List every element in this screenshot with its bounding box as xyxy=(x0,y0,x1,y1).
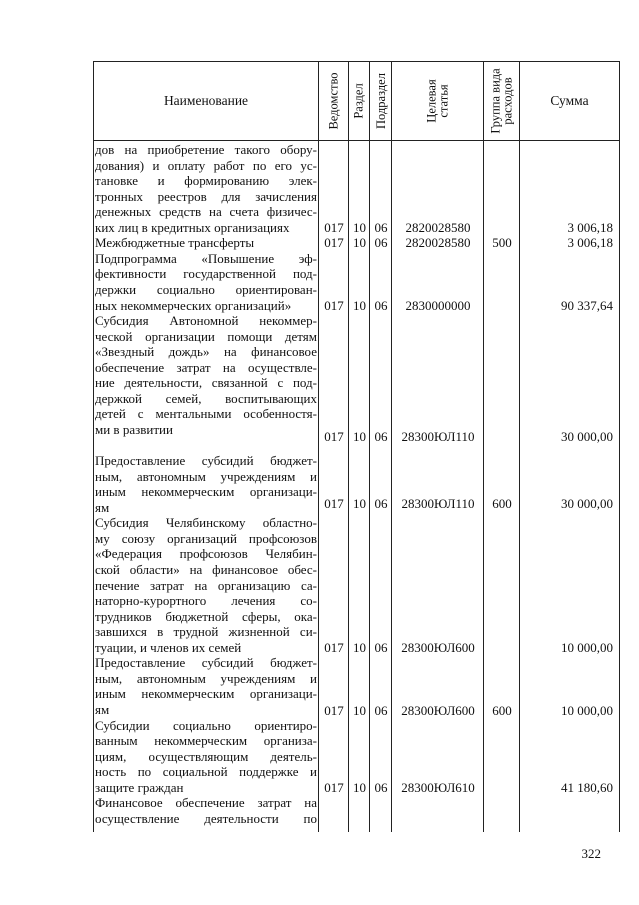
cell-celevaya: 28300ЮЛ600 xyxy=(401,703,475,718)
cell-podrazdel: 06 xyxy=(374,429,388,444)
cell-gruppa: 500 xyxy=(492,235,512,251)
cell-celevaya: 28300ЮЛ110 xyxy=(401,496,475,511)
name-line: денежных средств на счета физичес- xyxy=(95,204,317,220)
header-summa: Сумма xyxy=(550,93,589,108)
cell-razdel: 10 xyxy=(353,297,366,313)
header-gruppa-line1: Группа вида xyxy=(488,68,503,134)
name-line: ным, автономным учреждениям и xyxy=(95,670,317,686)
header-celevaya-line1: Целевая xyxy=(424,79,439,123)
cell-vedomstvo: 017 xyxy=(324,496,344,511)
name-line: ние деятельности, связанной с под- xyxy=(95,375,317,391)
name-line: Финансовое обеспечение затрат на xyxy=(95,795,317,811)
name-line: фективности государственной под- xyxy=(95,266,317,282)
cell-celevaya: 2820028580 xyxy=(405,235,471,251)
cell-gruppa: 600 xyxy=(492,703,512,718)
name-line: держкой семей, воспитывающих xyxy=(95,390,317,406)
name-line: ям xyxy=(95,499,110,515)
header-vedomstvo xyxy=(319,62,348,140)
cell-celevaya: 2820028580 xyxy=(405,219,471,235)
name-line: держки социально ориентирован- xyxy=(95,282,317,297)
header-podrazdel xyxy=(370,62,391,140)
name-line: обеспечение затрат на осуществле- xyxy=(95,359,317,375)
cell-vedomstvo: 017 xyxy=(324,219,344,235)
cell-razdel: 10 xyxy=(353,703,366,718)
name-line: Предоставление субсидий бюджет- xyxy=(95,655,317,671)
name-line: Межбюджетные трансферты xyxy=(95,235,255,251)
name-line: детей с ментальными особенностя- xyxy=(95,406,317,422)
cell-summa: 3 006,18 xyxy=(567,235,613,251)
cell-celevaya: 28300ЮЛ110 xyxy=(401,429,475,444)
header-name: Наименование xyxy=(163,93,249,108)
cell-summa: 41 180,60 xyxy=(561,779,613,795)
cell-vedomstvo: 017 xyxy=(324,639,344,655)
name-line: печение затрат на организацию са- xyxy=(95,577,317,593)
cell-vedomstvo: 017 xyxy=(324,703,344,718)
header-bottom-border xyxy=(93,140,620,141)
name-line: Субсидия Автономной некоммер- xyxy=(95,313,317,329)
header-celevaya-text xyxy=(426,79,450,122)
cell-summa: 30 000,00 xyxy=(561,496,613,511)
name-line: Субсидия Челябинскому областно- xyxy=(95,515,317,531)
name-line: Предоставление субсидий бюджет- xyxy=(95,453,317,468)
cell-razdel: 10 xyxy=(353,496,366,511)
name-line: му союзу организаций профсоюзов xyxy=(95,530,317,546)
name-line: тронных реестров для зачисления xyxy=(95,188,317,204)
cell-summa: 10 000,00 xyxy=(561,639,613,655)
name-line: ской области» на финансовое обес- xyxy=(95,561,317,577)
cell-podrazdel: 06 xyxy=(374,219,388,235)
cell-vedomstvo: 017 xyxy=(324,297,344,313)
cell-celevaya: 28300ЮЛ610 xyxy=(401,779,475,795)
cell-razdel: 10 xyxy=(353,219,366,235)
header-razdel xyxy=(349,62,369,140)
name-line: ческой организации помощи детям xyxy=(95,328,317,344)
table-left-border xyxy=(93,61,94,832)
cell-podrazdel: 06 xyxy=(374,639,388,655)
header-podrazdel-text: Подраздел xyxy=(373,73,388,129)
name-line: ных некоммерческих организаций» xyxy=(95,297,292,313)
cell-podrazdel: 06 xyxy=(374,297,388,313)
cell-summa: 30 000,00 xyxy=(561,429,613,444)
name-line: туации, и членов их семей xyxy=(95,639,242,655)
header-celevaya xyxy=(392,62,483,140)
name-line: тановке и формированию элек- xyxy=(95,173,317,188)
name-line: ность по социальной поддержке и xyxy=(95,764,317,780)
cell-razdel: 10 xyxy=(353,235,366,251)
cell-razdel: 10 xyxy=(353,639,366,655)
cell-celevaya: 28300ЮЛ600 xyxy=(401,639,475,655)
name-line: «Звездный дождь» на финансовое xyxy=(95,344,317,360)
cell-gruppa: 600 xyxy=(492,496,512,511)
header-celevaya-line2: статья xyxy=(436,84,451,118)
cell-podrazdel: 06 xyxy=(374,496,388,511)
header-gruppa xyxy=(484,62,519,140)
header-gruppa-line2: расходов xyxy=(500,77,515,125)
name-line: защите граждан xyxy=(95,779,184,795)
cell-summa: 3 006,18 xyxy=(567,219,613,235)
name-line: циям, осуществляющим деятель- xyxy=(95,748,317,764)
name-line: иным некоммерческим организаци- xyxy=(95,686,317,702)
cell-vedomstvo: 017 xyxy=(324,779,344,795)
name-line: иным некоммерческим организаци- xyxy=(95,484,317,500)
header-gruppa-text xyxy=(490,68,514,133)
cell-podrazdel: 06 xyxy=(374,779,388,795)
cell-podrazdel: 06 xyxy=(374,235,388,251)
name-line: дования) и оплату работ по его ус- xyxy=(95,157,317,173)
name-line: «Федерация профсоюзов Челябин- xyxy=(95,546,317,562)
cell-summa: 10 000,00 xyxy=(561,703,613,718)
name-line: завшихся в трудной жизненной си- xyxy=(95,624,317,640)
name-line: ванным некоммерческим организа- xyxy=(95,733,317,749)
name-line: осуществление деятельности по xyxy=(95,810,317,826)
name-line: дов на приобретение такого обору- xyxy=(95,142,317,157)
cell-celevaya: 2830000000 xyxy=(405,297,471,313)
cell-razdel: 10 xyxy=(353,779,366,795)
name-line: ным, автономным учреждениям и xyxy=(95,468,317,484)
header-razdel-text: Раздел xyxy=(352,83,367,119)
cell-vedomstvo: 017 xyxy=(324,429,344,444)
page-number: 322 xyxy=(581,846,601,861)
table-right-border xyxy=(619,61,620,832)
name-line: Субсидии социально ориентиро- xyxy=(95,717,317,733)
name-line: ми в развитии xyxy=(95,422,173,437)
header-vedomstvo-text: Ведомство xyxy=(326,72,341,130)
name-line: наторно-курортного лечения со- xyxy=(95,593,317,608)
cell-razdel: 10 xyxy=(353,429,366,444)
name-line: Подпрограмма «Повышение эф- xyxy=(95,250,317,266)
name-line: ких лиц в кредитных организациях xyxy=(95,219,290,235)
cell-summa: 90 337,64 xyxy=(561,297,613,313)
name-line: ям xyxy=(95,702,110,717)
cell-vedomstvo: 017 xyxy=(324,235,344,251)
cell-podrazdel: 06 xyxy=(374,703,388,718)
name-line: трудников бюджетной сферы, ока- xyxy=(95,608,317,624)
